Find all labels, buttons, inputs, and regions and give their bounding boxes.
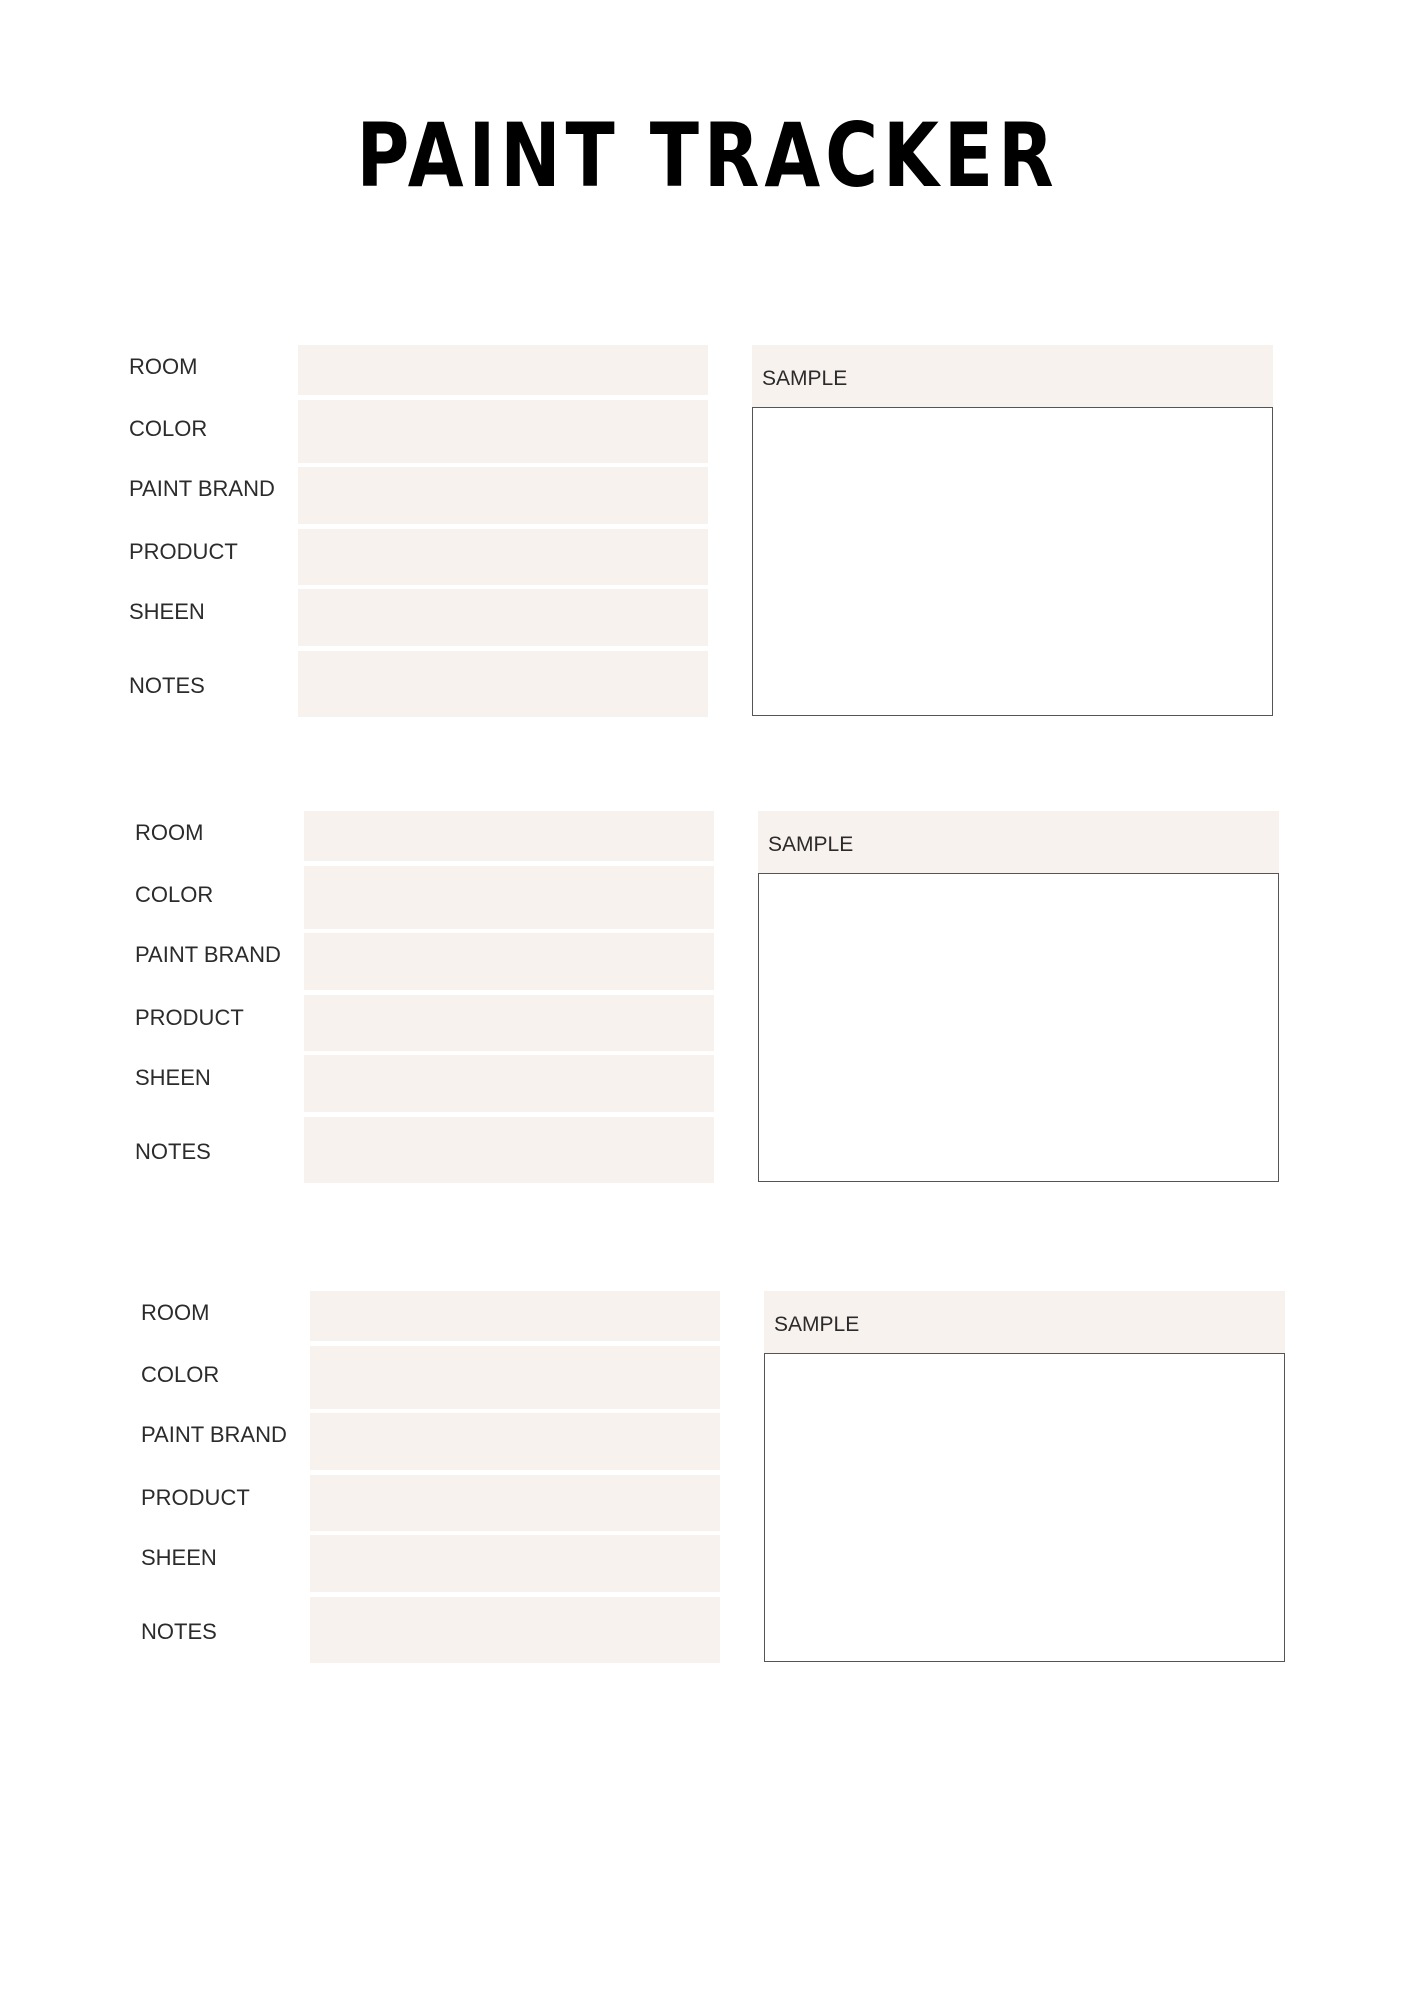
room-field[interactable] bbox=[298, 345, 708, 395]
sample-label: SAMPLE bbox=[762, 367, 848, 390]
paint-brand-field[interactable] bbox=[304, 933, 714, 990]
paint-brand-field[interactable] bbox=[298, 467, 708, 524]
paint-entry-2 bbox=[135, 811, 1295, 1191]
sheen-field[interactable] bbox=[298, 589, 708, 646]
room-label: ROOM bbox=[129, 354, 198, 379]
color-label: COLOR bbox=[129, 416, 208, 441]
sheen-label: SHEEN bbox=[135, 1065, 211, 1090]
paint-brand-field[interactable] bbox=[310, 1413, 720, 1470]
paint-brand-label: PAINT BRAND bbox=[129, 476, 275, 501]
product-label: PRODUCT bbox=[129, 539, 238, 564]
paint-brand-label: PAINT BRAND bbox=[135, 942, 281, 967]
sample-box[interactable] bbox=[752, 407, 1273, 716]
notes-label: NOTES bbox=[129, 673, 205, 698]
sheen-field[interactable] bbox=[310, 1535, 720, 1592]
notes-label: NOTES bbox=[135, 1139, 211, 1164]
sample-label: SAMPLE bbox=[768, 833, 854, 856]
page-title: PAINT TRACKER bbox=[356, 104, 1059, 207]
notes-label: NOTES bbox=[141, 1619, 217, 1644]
room-field[interactable] bbox=[304, 811, 714, 861]
color-label: COLOR bbox=[135, 882, 214, 907]
sheen-label: SHEEN bbox=[129, 599, 205, 624]
sample-label: SAMPLE bbox=[774, 1313, 860, 1336]
color-field[interactable] bbox=[298, 400, 708, 463]
room-label: ROOM bbox=[135, 820, 204, 845]
sample-header bbox=[752, 345, 1273, 407]
color-field[interactable] bbox=[310, 1346, 720, 1409]
room-field[interactable] bbox=[310, 1291, 720, 1341]
product-field[interactable] bbox=[298, 529, 708, 585]
color-field[interactable] bbox=[304, 866, 714, 929]
sheen-field[interactable] bbox=[304, 1055, 714, 1112]
sample-box[interactable] bbox=[764, 1353, 1285, 1662]
notes-field[interactable] bbox=[310, 1597, 720, 1663]
paint-brand-label: PAINT BRAND bbox=[141, 1422, 287, 1447]
product-label: PRODUCT bbox=[141, 1485, 250, 1510]
notes-field[interactable] bbox=[304, 1117, 714, 1183]
notes-field[interactable] bbox=[298, 651, 708, 717]
sample-box[interactable] bbox=[758, 873, 1279, 1182]
sample-header bbox=[758, 811, 1279, 873]
room-label: ROOM bbox=[141, 1300, 210, 1325]
sheen-label: SHEEN bbox=[141, 1545, 217, 1570]
color-label: COLOR bbox=[141, 1362, 220, 1387]
sample-header bbox=[764, 1291, 1285, 1353]
product-label: PRODUCT bbox=[135, 1005, 244, 1030]
paint-entry-1 bbox=[129, 345, 1289, 725]
product-field[interactable] bbox=[304, 995, 714, 1051]
paint-entry-3 bbox=[141, 1291, 1301, 1671]
product-field[interactable] bbox=[310, 1475, 720, 1531]
